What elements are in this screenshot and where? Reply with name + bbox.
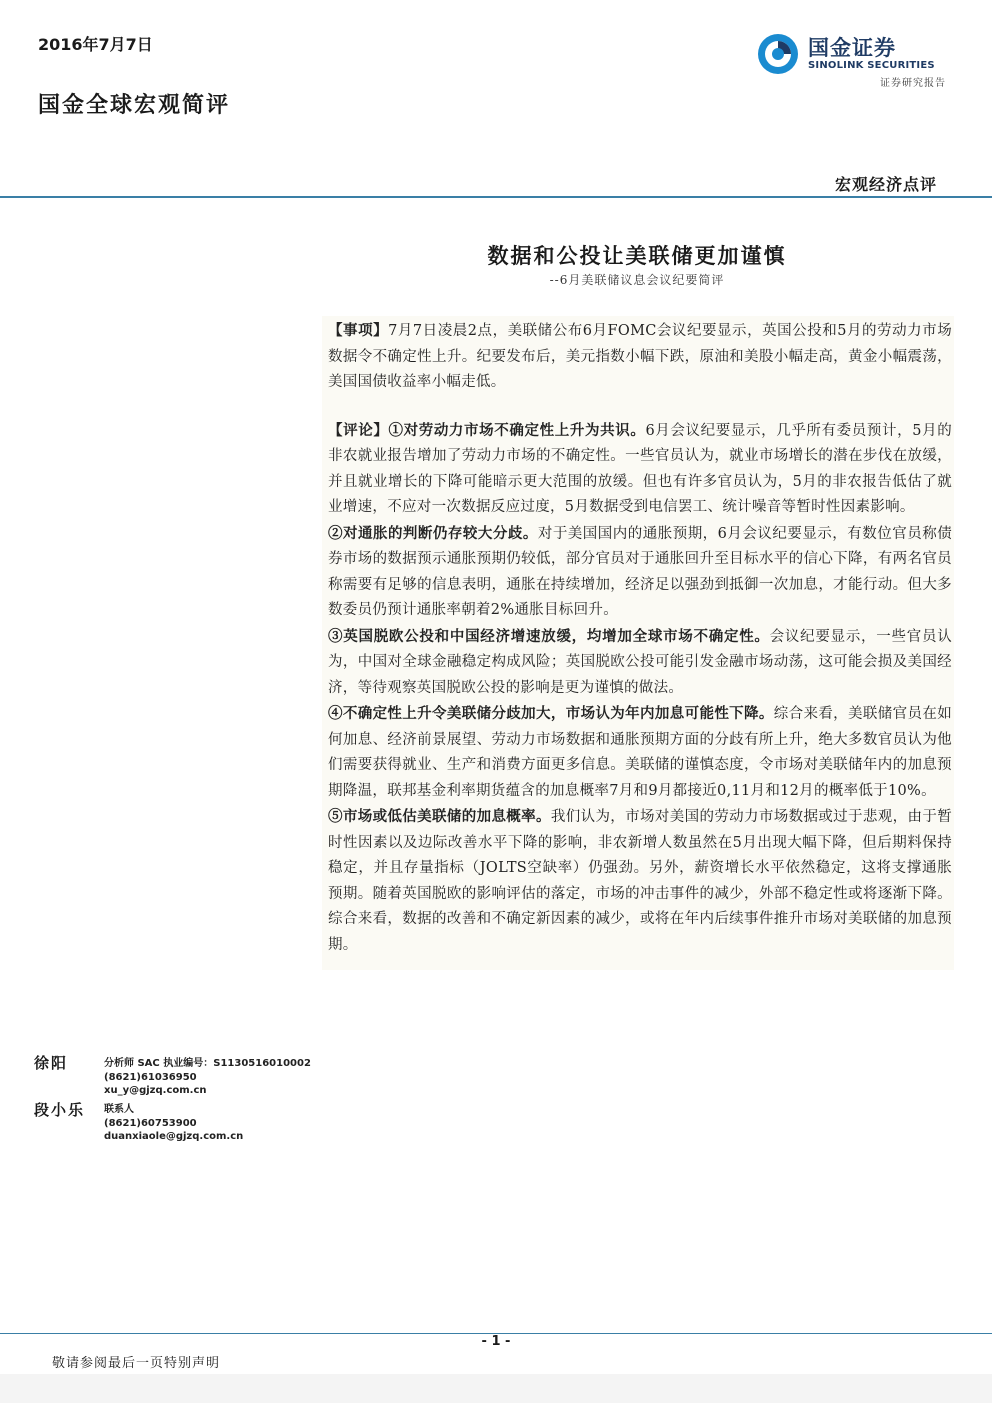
event-text: 7月7日凌晨2点，美联储公布6月FOMC会议纪要显示，英国公投和5月的劳动力市场数据令不确定性上升。纪要发布后，美元指数小幅下跌，原油和美股小幅走高，黄金小幅震荡，美国国债收益率小幅走低。 — [328, 323, 953, 390]
point-heading: ③英国脱欧公投和中国经济增速放缓，均增加全球市场不确定性。 — [328, 627, 770, 645]
footer-band — [0, 1374, 992, 1403]
logo-subtitle: 证券研究报告 — [880, 78, 946, 89]
author-info — [104, 1057, 311, 1098]
report-series: 国金全球宏观简评 — [38, 92, 231, 118]
logo-name-cn: 国金证券 — [808, 36, 896, 60]
author-email[interactable]: duanxiaole@gjzq.com.cn — [104, 1131, 244, 1142]
comment-point-2 — [328, 521, 952, 624]
page-number: - 1 - — [481, 1334, 511, 1349]
company-logo — [756, 30, 946, 92]
point-heading: ④不确定性上升令美联储分歧加大，市场认为年内加息可能性下降。 — [328, 705, 774, 722]
report-subtitle: --6月美联储议息会议纪要简评 — [549, 273, 725, 287]
author-name: 段小乐 — [34, 1101, 86, 1119]
comment-label: 【评论】 — [328, 421, 389, 439]
author-name: 徐阳 — [34, 1054, 69, 1072]
comment-point-3 — [328, 624, 952, 702]
paragraph-gap — [328, 396, 952, 418]
author-info — [104, 1103, 243, 1144]
report-category: 宏观经济点评 — [834, 175, 937, 194]
point-text: 对于美国国内的通胀预期，6月会议纪要显示，有数位官员称债券市场的数据预示通胀预期仍较低，部分官员对于通胀回升至目标水平的信心下降，有两名官员称需要有足够的信息表明，通胀在持续增加，经济足以强劲到抵御一次加息，才能行动。但大多数委员仍预计通胀率朝着2%通胀目标回升。 — [328, 525, 953, 618]
comment-point-5 — [328, 804, 952, 958]
comment-point-1 — [328, 418, 952, 521]
report-body — [322, 316, 954, 970]
point-text: 6月会议纪要显示，几乎所有委员预计，5月的非农就业报告增加了劳动力市场的不确定性。一些官员认为，就业市场增长的潜在步伐在放缓，并且就业增长的下降可能暗示更大范围的放缓。但也有许多官员认为，5月的非农报告低估了就业增速，不应对一次数据反应过度，5月数据受到电信罢工、统计噪音等暂时性因素影响。 — [328, 422, 952, 515]
point-text: 综合来看，美联储官员在如何加息、经济前景展望、劳动力市场数据和通胀预期方面的分歧有所上升，绝大多数官员认为他们需要获得就业、生产和消费方面更多信息。美联储的谨慎态度，令市场对美联储年内的加息预期降温，联邦基金利率期货蕴含的加息概率7月和9月都接近0,11月和12月的概率低于10%。 — [328, 706, 952, 799]
point-text: 我们认为，市场对美国的劳动力市场数据或过于悲观，由于暂时性因素以及边际改善水平下降的影响，非农新增人数虽然在5月出现大幅下降，但后期料保持稳定，并且存量指标（JOLTS空缺率）仍强劲。另外，薪资增长水平依然稳定，这将支撑通胀预期。随着英国脱欧的影响评估的落定，市场的冲击事件的减少，外部不稳定性或将逐渐下降。综合来看，数据的改善和不确定新因素的减少，或将在年内后续事件推升市场对美联储的加息预期。 — [328, 809, 952, 953]
point-text: 会议纪要显示，一些官员认为，中国对全球金融稳定构成风险；英国脱欧公投可能引发金融市场动荡，这可能会损及美国经济，等待观察英国脱欧公投的影响是更为谨慎的做法。 — [328, 628, 952, 696]
event-label: 【事项】 — [328, 322, 389, 339]
point-heading: ①对劳动力市场不确定性上升为共识。 — [388, 421, 646, 439]
author-credential: 分析师 SAC 执业编号：S1130516010002 — [104, 1058, 311, 1069]
point-heading: ⑤市场或低估美联储的加息概率。 — [328, 808, 551, 825]
disclaimer-note: 敬请参阅最后一页特别声明 — [52, 1356, 221, 1371]
comment-point-4 — [328, 701, 952, 804]
logo-mark-icon — [756, 32, 800, 76]
logo-name-en: SINOLINK SECURITIES — [808, 60, 935, 71]
report-title: 数据和公投让美联储更加谨慎 — [487, 243, 787, 268]
author-email[interactable]: xu_y@gjzq.com.cn — [104, 1085, 207, 1096]
author-phone: (8621)61036950 — [104, 1071, 197, 1083]
header-divider — [0, 196, 992, 198]
report-date: 2016年7月7日 — [38, 35, 153, 54]
event-paragraph — [328, 318, 952, 396]
point-heading: ②对通胀的判断仍存较大分歧。 — [328, 524, 538, 542]
author-role: 联系人 — [104, 1104, 134, 1115]
author-phone: (8621)60753900 — [104, 1117, 197, 1129]
